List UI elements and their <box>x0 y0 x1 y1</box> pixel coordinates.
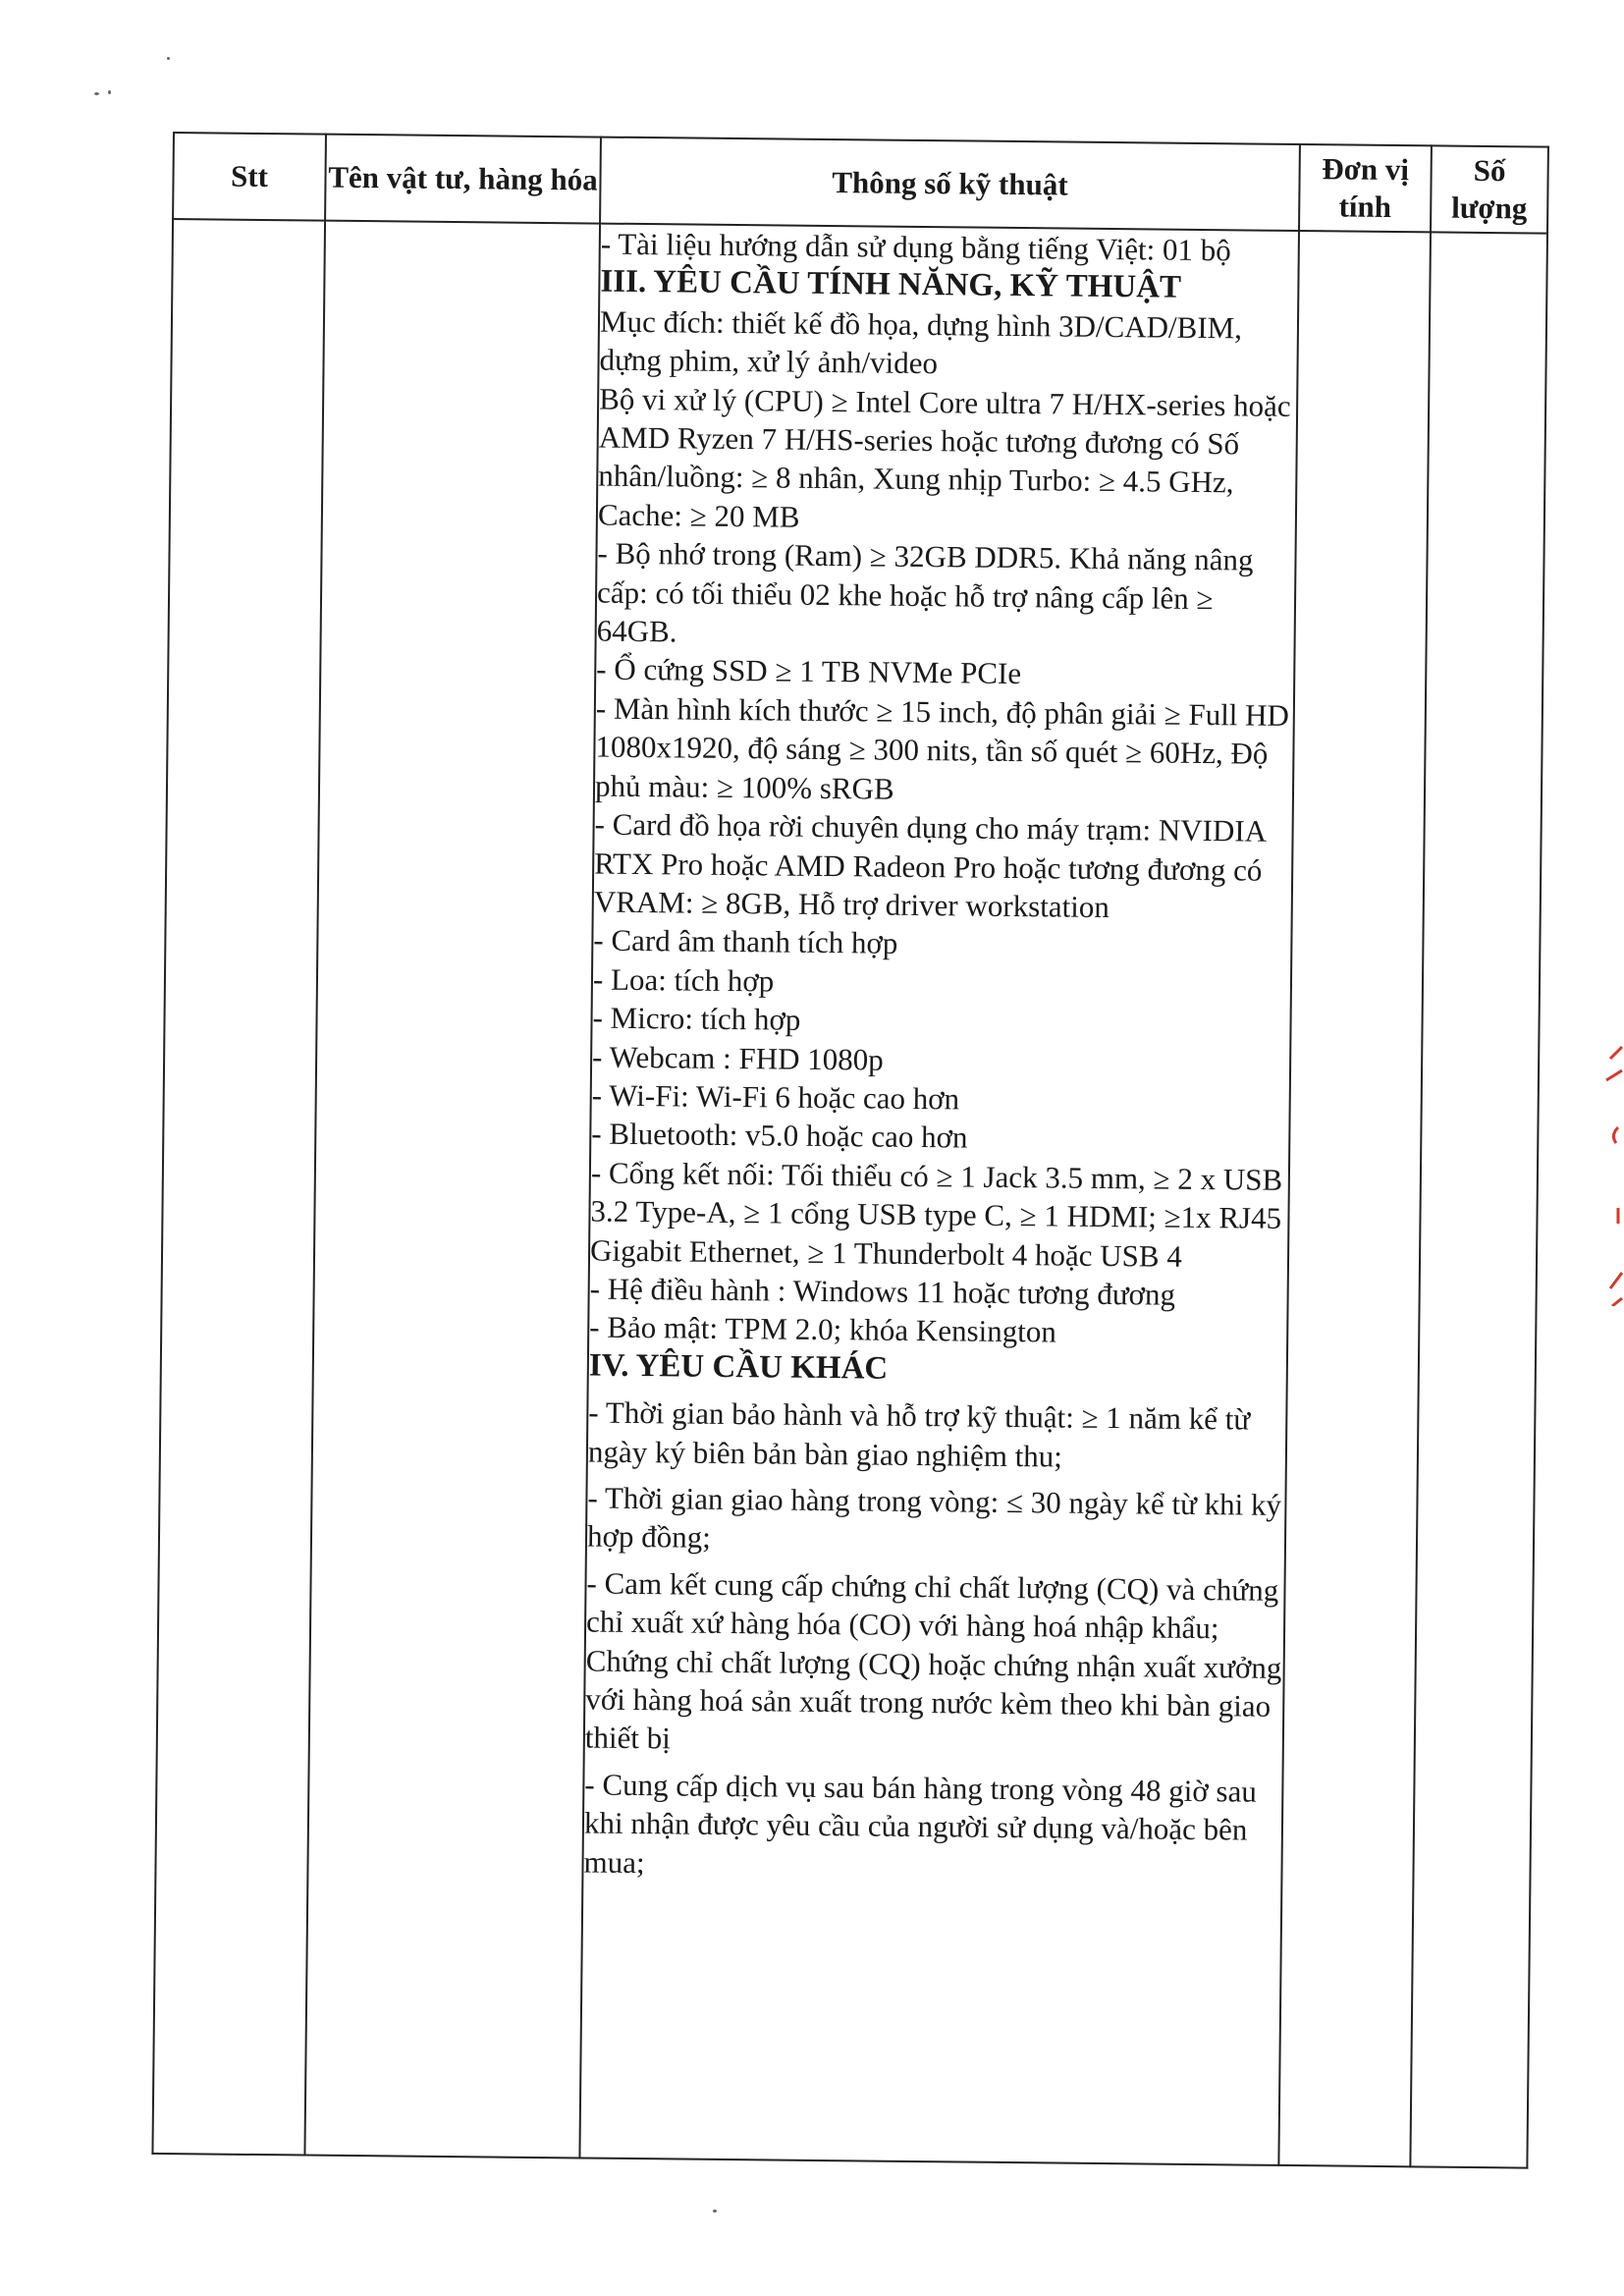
spec-line: Mục đích: thiết kế đồ họa, dựng hình 3D/CAD/BIM, dựng phim, xử lý ảnh/video <box>599 303 1243 381</box>
spec-line: - Màn hình kích thước ≥ 15 inch, độ phân giải ≥ Full HD 1080x1920, độ sáng ≥ 300 nits, tần số quét ≥ 60Hz, Độ phủ màu: ≥ 100% sRGB <box>594 690 1290 806</box>
spec-line: - Bảo mật: TPM 2.0; khóa Kensington <box>589 1309 1057 1349</box>
header-stt: Stt <box>173 133 326 221</box>
spec-table <box>151 132 1548 2169</box>
section-heading: IV. YÊU CẦU KHÁC <box>588 1347 889 1387</box>
cell-unit <box>1278 231 1431 2166</box>
scan-speck <box>167 57 170 60</box>
spec-line: Bộ vi xử lý (CPU) ≥ Intel Core ultra 7 H/HX-series hoặc AMD Ryzen 7 H/HS-series hoặc tương đương có Số nhân/luồng: ≥ 8 nhân, Xung nhịp Turbo: ≥ 4.5 GHz, Cache: ≥ 20 MB <box>597 381 1291 534</box>
header-item-name: Tên vật tư, hàng hóa <box>325 135 601 224</box>
spec-lines <box>583 225 1298 1888</box>
cell-quantity <box>1410 232 1547 2167</box>
spec-line: - Hệ điều hành : Windows 11 hoặc tương đương <box>589 1271 1176 1312</box>
header-unit: Đơn vị tính <box>1299 144 1432 232</box>
spec-line: - Bộ nhớ trong (Ram) ≥ 32GB DDR5. Khả năng nâng cấp: có tối thiểu 02 khe hoặc hỗ trợ nâng cấp lên ≥ 64GB. <box>596 535 1254 649</box>
header-spec: Thông số kỹ thuật <box>600 137 1300 231</box>
spec-line: - Tài liệu hướng dẫn sử dụng bằng tiếng Việt: 01 bộ <box>600 226 1231 268</box>
spec-line: - Cung cấp dịch vụ sau bán hàng trong vòng 48 giờ sau khi nhận được yêu cầu của người sử dụng và/hoặc bên mua; <box>583 1767 1258 1880</box>
scan-speck <box>94 92 99 95</box>
section-heading: III. YÊU CẦU TÍNH NĂNG, KỸ THUẬT <box>600 263 1182 306</box>
cell-spec <box>579 224 1299 2165</box>
scan-speck <box>713 2210 717 2213</box>
table-row <box>152 219 1547 2168</box>
spec-line: - Thời gian bảo hành và hỗ trợ kỹ thuật: ≥ 1 năm kể từ ngày ký biên bản bàn giao nghiệm thu; <box>587 1394 1251 1474</box>
spec-line: - Thời gian giao hàng trong vòng: ≤ 30 ngày kể từ khi ký hợp đồng; <box>586 1480 1282 1556</box>
spec-line: - Webcam : FHD 1080p <box>591 1039 884 1077</box>
spec-line: - Ổ cứng SSD ≥ 1 TB NVMe PCIe <box>596 652 1022 691</box>
spec-line: - Card âm thanh tích hợp <box>593 922 898 961</box>
header-quantity: Số lượng <box>1431 145 1548 233</box>
stamp-fragment <box>1597 1041 1624 1306</box>
cell-item-name <box>304 221 600 2159</box>
scan-speck <box>108 90 111 94</box>
spec-line: - Wi-Fi: Wi-Fi 6 hoặc cao hơn <box>591 1077 960 1117</box>
spec-line: - Cổng kết nối: Tối thiểu có ≥ 1 Jack 3.5 mm, ≥ 2 x USB 3.2 Type-A, ≥ 1 cổng USB type C, ≥ 1 HDMI; ≥1x RJ45 Gigabit Ethernet, ≥ 1 Thunderbolt 4 hoặc USB 4 <box>589 1155 1283 1274</box>
spec-line: - Cam kết cung cấp chứng chỉ chất lượng (CQ) và chứng chỉ xuất xứ hàng hóa (CO) với hàng hoá nhập khẩu; Chứng chỉ chất lượng (CQ) hoặc chứng nhận xuất xưởng với hàng hoá sản xuất trong nước kèm theo khi bàn giao thiết bị <box>584 1565 1282 1756</box>
spec-line: - Micro: tích hợp <box>592 1000 801 1037</box>
spec-line: - Card đồ họa rời chuyên dụng cho máy trạm: NVIDIA RTX Pro hoặc AMD Radeon Pro hoặc tương đương có VRAM: ≥ 8GB, Hỗ trợ driver workstation <box>593 806 1266 924</box>
spec-line: - Bluetooth: v5.0 hoặc cao hơn <box>591 1116 968 1155</box>
cell-stt <box>152 219 325 2156</box>
header-row <box>173 133 1548 234</box>
spec-line: - Loa: tích hợp <box>592 961 775 999</box>
